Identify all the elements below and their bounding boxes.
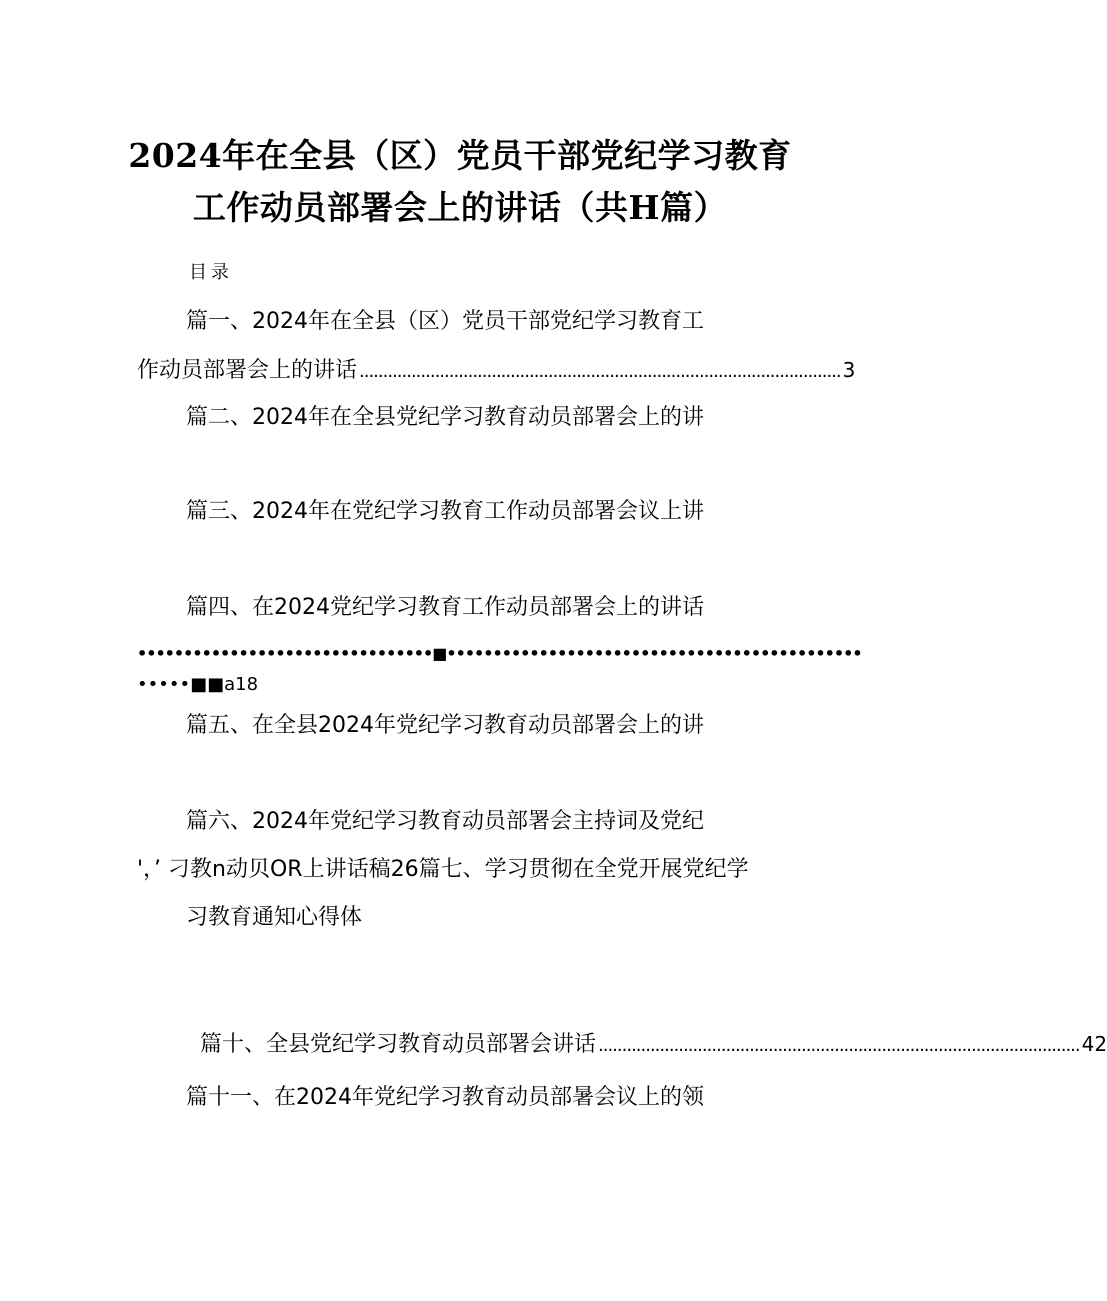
toc-entry-3: 篇三、2024年在党纪学习教育工作动员部署会议上讲 bbox=[186, 499, 704, 524]
toc-entry-10-text: 篇十、全县党纪学习教育动员部署会讲话 bbox=[200, 1032, 597, 1057]
toc-entry-5: 篇五、在全县2024年党纪学习教育动员部署会上的讲 bbox=[186, 713, 704, 738]
toc-entry-1-page-number: 3 bbox=[842, 358, 856, 382]
toc-entry-4-leader-dots: ••••••••••••••••••••••••••••••••■••••••••••••••••••••••••••••••••••••••••••••• bbox=[137, 644, 862, 663]
toc-entry-6-line-1: 篇六、2024年党纪学习教育动员部署会主持词及党纪 bbox=[186, 809, 704, 834]
toc-entry-10-leader-dots: ...................................................................................................... bbox=[598, 1035, 1080, 1056]
document-title-line-2: 工作动员部署会上的讲话（共H篇） bbox=[192, 188, 728, 227]
toc-entry-1-leader-dots: ...................................................................................................... bbox=[359, 361, 841, 382]
toc-entry-4: 篇四、在2024党纪学习教育工作动员部署会上的讲话 bbox=[186, 595, 704, 620]
toc-entry-6-line-3: 习教育通知心得体 bbox=[186, 905, 363, 930]
toc-entry-1-text: 作动员部署会上的讲话 bbox=[137, 358, 358, 383]
toc-heading: 目录 bbox=[189, 262, 233, 283]
toc-entry-11: 篇十一、在2024年党纪学习教育动员部暑会议上的领 bbox=[186, 1085, 704, 1110]
toc-entry-10 bbox=[200, 1030, 1107, 1060]
toc-entry-10-page-number: 42 bbox=[1081, 1032, 1107, 1056]
toc-entry-1-line-1: 篇一、2024年在全县（区）党员干部党纪学习教育工 bbox=[186, 309, 704, 334]
toc-entry-2: 篇二、2024年在全县党纪学习教育动员部署会上的讲 bbox=[186, 405, 704, 430]
toc-entry-1-line-2 bbox=[137, 356, 856, 386]
document-title-line-1: 2024年在全县（区）党员干部党纪学习教育 bbox=[128, 136, 792, 175]
toc-entry-6-line-2: '，’ 刁教n动贝OR上讲话稿26篇七、学习贯彻在全党开展党纪学 bbox=[137, 857, 749, 882]
toc-entry-4-page-line: •••••■■a18 bbox=[137, 674, 259, 695]
